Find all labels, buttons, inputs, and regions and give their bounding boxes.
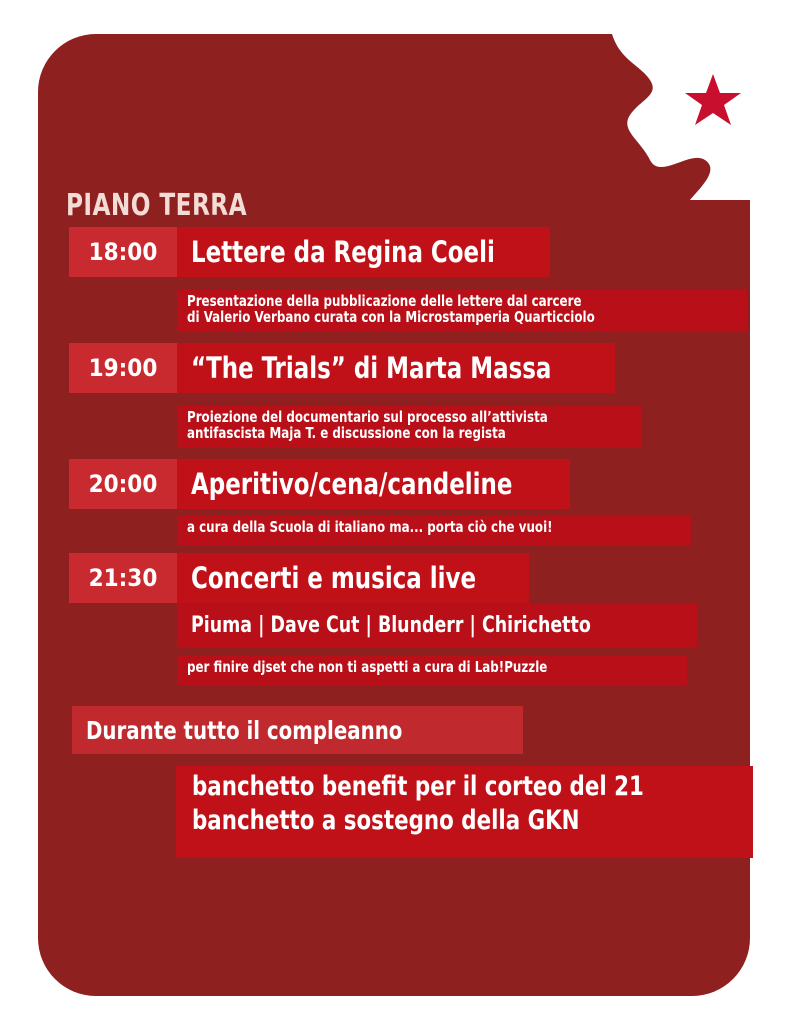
event-time: 19:00 xyxy=(69,343,177,393)
event-time: 18:00 xyxy=(69,227,177,277)
benefit-list xyxy=(176,766,753,858)
benefit-item: banchetto benefit per il corteo del 21 xyxy=(192,771,644,802)
event-title: “The Trials” di Marta Massa xyxy=(177,343,615,393)
puzzle-piece-icon xyxy=(0,0,790,200)
section-heading: PIANO TERRA xyxy=(66,188,247,223)
event-description: per finire djset che non ti aspetti a cura di Lab!Puzzle xyxy=(177,656,687,686)
benefit-item: banchetto a sostegno della GKN xyxy=(192,805,580,836)
event-description: Presentazione della pubblicazione delle lettere dal carcere di Valerio Verbano curata con la Microstamperia Quarticciolo xyxy=(177,290,747,332)
event-title: Aperitivo/cena/candeline xyxy=(177,459,570,509)
event-description: Proiezione del documentario sul processo all’attivista antifascista Maja T. e discussione con la regista xyxy=(177,406,642,448)
event-title: Concerti e musica live xyxy=(177,553,529,603)
event-time: 20:00 xyxy=(69,459,177,509)
event-time: 21:30 xyxy=(69,553,177,603)
event-title: Lettere da Regina Coeli xyxy=(177,227,550,277)
event-description: a cura della Scuola di italiano ma... porta ciò che vuoi! xyxy=(177,516,691,546)
always-label: Durante tutto il compleanno xyxy=(72,706,523,754)
event-lineup: Piuma | Dave Cut | Blunderr | Chirichetto xyxy=(177,603,697,647)
